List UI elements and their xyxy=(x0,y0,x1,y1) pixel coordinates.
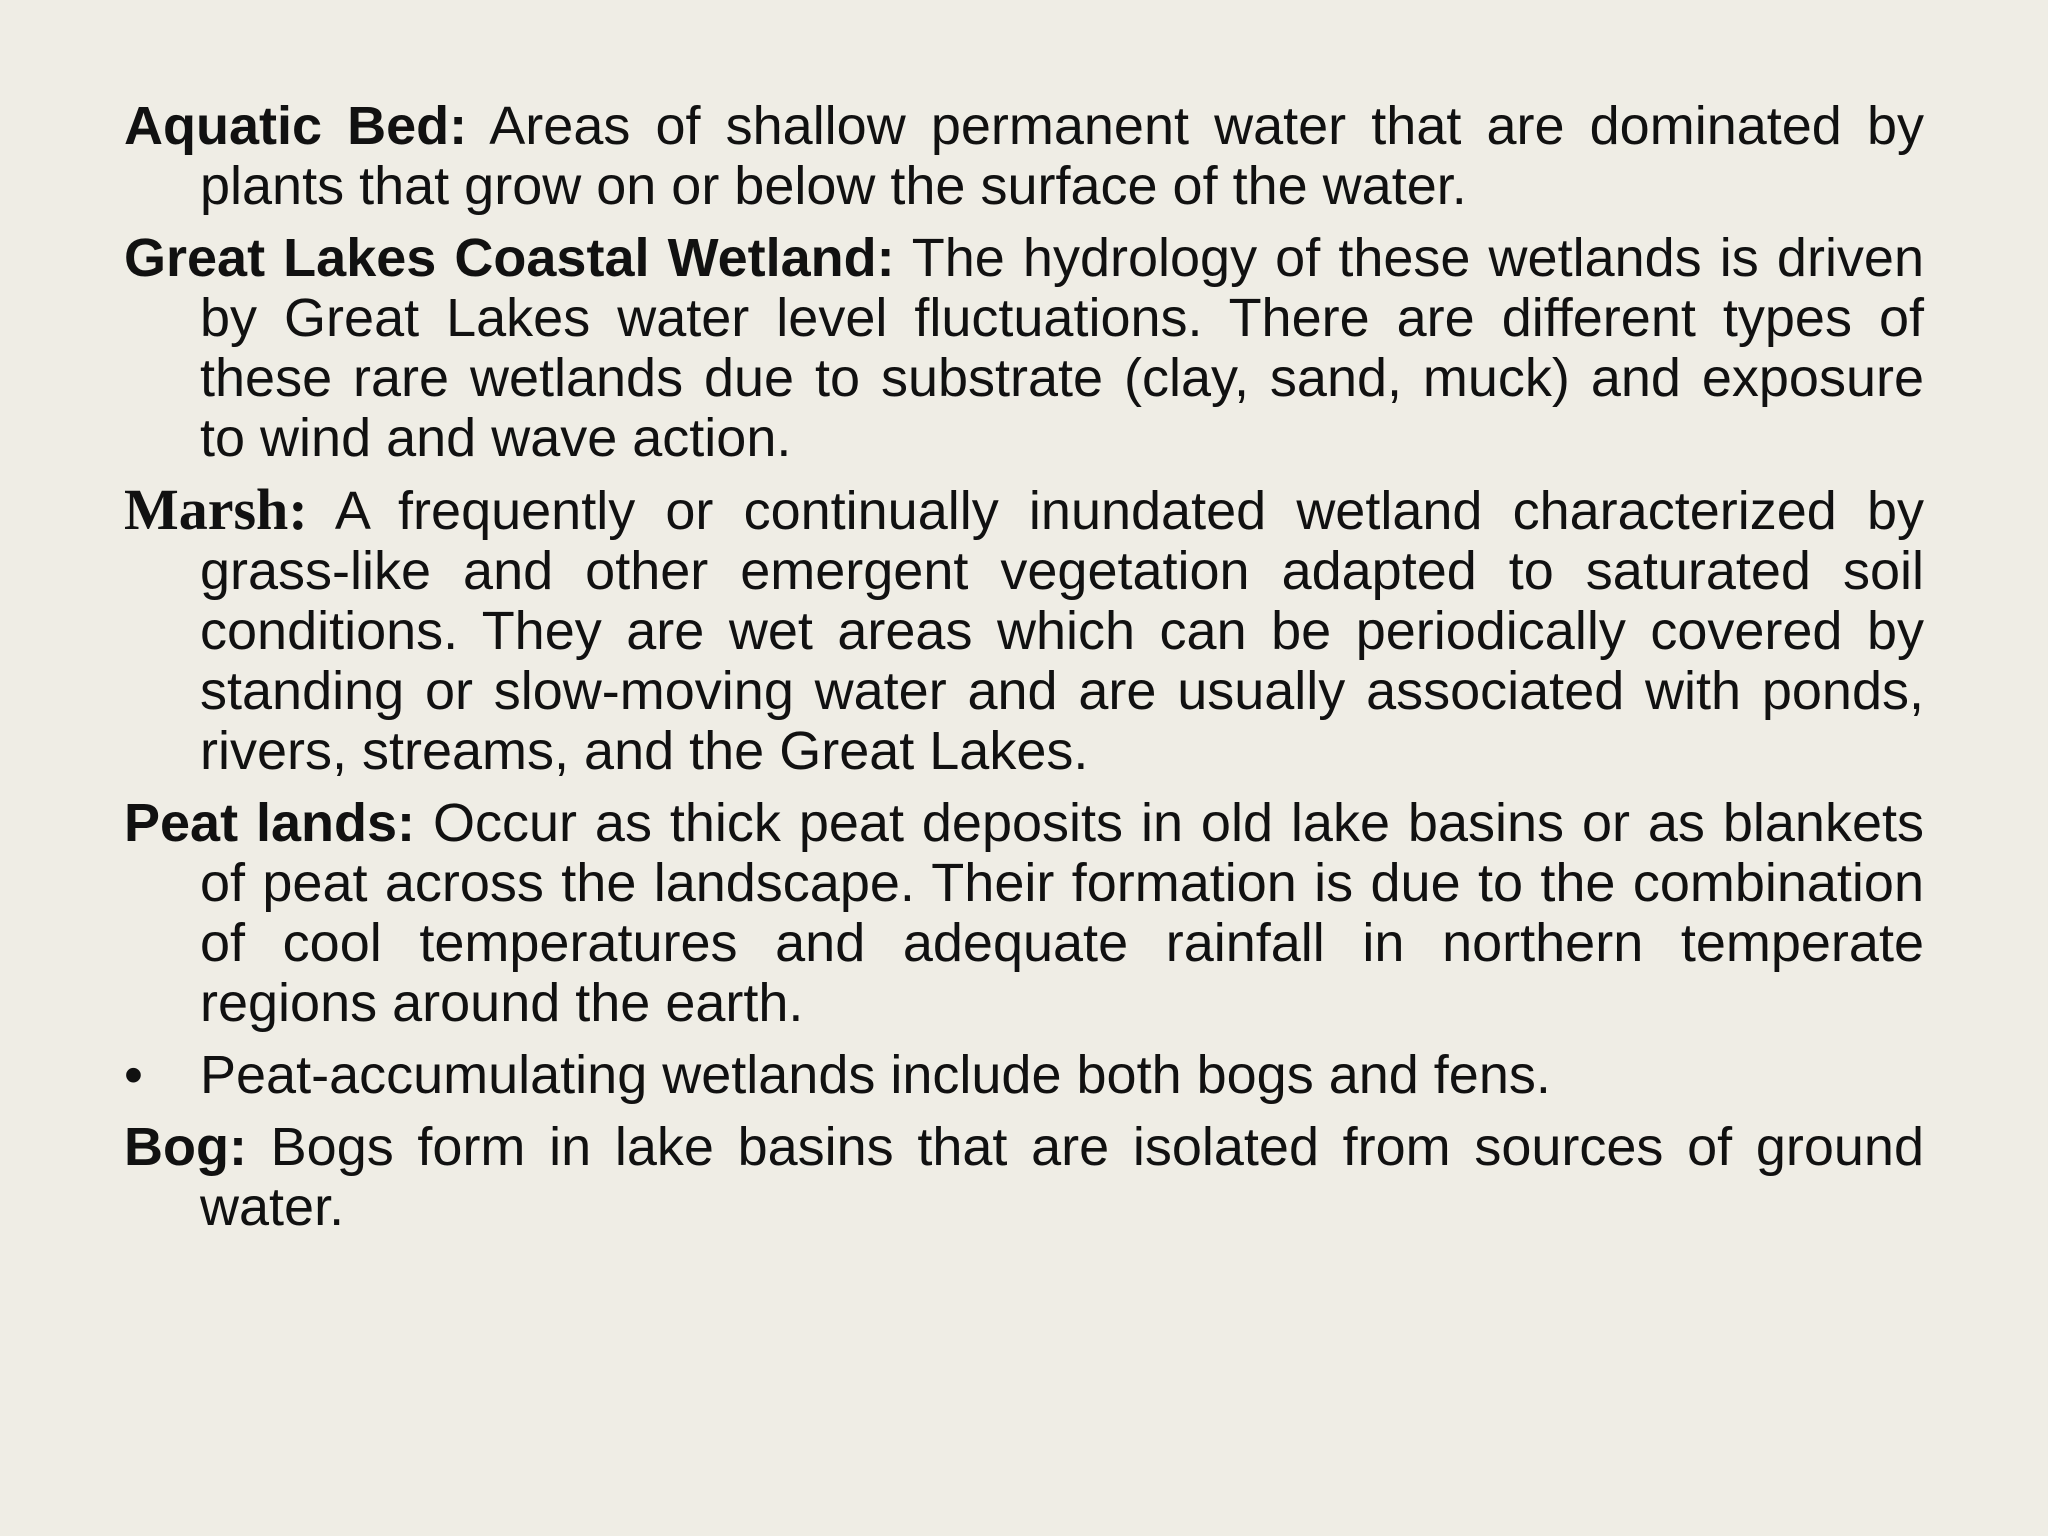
definition-text-marsh: A frequently or continually inundated wetland characterized by grass-like and other emergent vegetation adapted to saturated soil conditions. They are wet areas which can be periodically covered by standing or slow-moving water and are usually associated with ponds, rivers, streams, and the Great Lakes. xyxy=(200,481,1924,781)
term-aquatic-bed: Aquatic Bed: xyxy=(124,96,468,156)
definition-bog xyxy=(124,1117,1924,1237)
term-peat-lands: Peat lands: xyxy=(124,793,416,853)
definition-text-bog: Bogs form in lake basins that are isolated from sources of ground water. xyxy=(200,1117,1924,1237)
definition-aquatic-bed xyxy=(124,96,1924,216)
definition-text-peat-lands: Occur as thick peat deposits in old lake basins or as blankets of peat across the landscape. Their formation is due to the combination of cool temperatures and adequate rainfall in northern temperate regions around the earth. xyxy=(200,793,1924,1033)
term-great-lakes-coastal-wetland: Great Lakes Coastal Wetland: xyxy=(124,228,895,288)
definition-marsh xyxy=(124,477,1924,781)
bullet-text: Peat-accumulating wetlands include both bogs and fens. xyxy=(200,1045,1551,1105)
term-bog: Bog: xyxy=(124,1117,247,1177)
term-marsh: Marsh: xyxy=(124,477,308,542)
bullet-peat-accumulating xyxy=(124,1045,1924,1105)
bullet-icon: • xyxy=(124,1045,143,1105)
definition-peat-lands xyxy=(124,793,1924,1033)
definition-text-great-lakes-coastal-wetland: The hydrology of these wetlands is driven by Great Lakes water level fluctuations. There are different types of these rare wetlands due to substrate (clay, sand, muck) and exposure to wind and wave action. xyxy=(200,228,1924,468)
definition-text-aquatic-bed: Areas of shallow permanent water that are dominated by plants that grow on or below the surface of the water. xyxy=(200,96,1924,216)
definition-great-lakes-coastal-wetland xyxy=(124,228,1924,468)
